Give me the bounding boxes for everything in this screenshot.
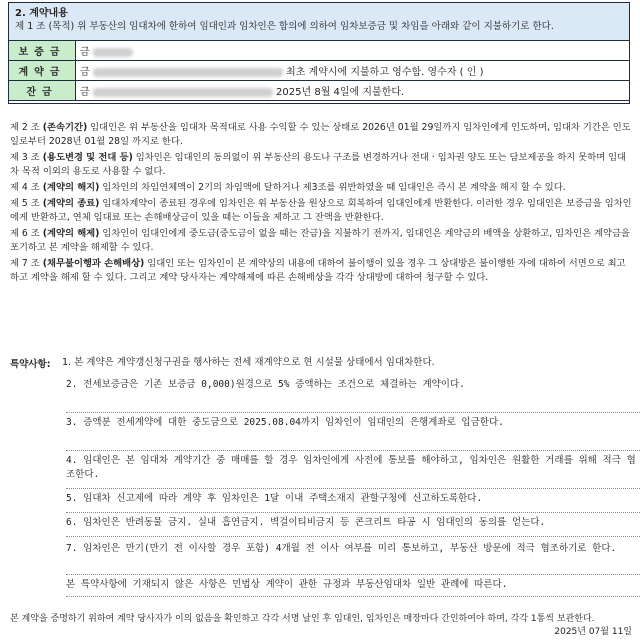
article-body: 임대인은 위 부동산을 임대차 목적대로 사용 수익할 수 있는 상태로 2026년 01월 29일까지 임차인에게 인도하며, 임대차 기간은 인도일로부터 2028년 01월 28일 까지로 한다. <box>10 122 631 147</box>
article-body: 임차인이 임대인에게 중도금(중도금이 없을 때는 잔금)을 지불하기 전까지, 임대인은 계약금의 배액을 상환하고, 임차인은 계약금을 포기하고 본 계약을 해제할 수 있다. <box>10 228 630 253</box>
redacted-amount <box>93 68 283 77</box>
article-6 <box>10 227 632 255</box>
payment-row-balance <box>9 81 630 101</box>
payment-prefix: 금 <box>80 67 90 78</box>
payment-table <box>8 40 630 101</box>
special-item-7[interactable]: 7. 임차인은 만기(만기 전 이사할 경우 포함) 4개월 전 이사 여부를 미리 통보하고, 부동산 방문에 적극 협조하기로 한다. <box>66 542 640 575</box>
article-num: 제 6 조 <box>10 228 40 239</box>
payment-label: 잔금 <box>9 81 76 101</box>
article-1-purpose: 제 1 조 (목적) 위 부동산의 임대차에 한하여 임대인과 임차인은 합의에 의하여 임차보증금 및 차임을 아래와 같이 지불하기로 한다. <box>15 21 554 32</box>
articles <box>10 121 632 287</box>
payment-value[interactable] <box>76 81 630 101</box>
article-4 <box>10 181 632 195</box>
special-item-5[interactable]: 5. 임대차 신고제에 따라 계약 후 임차인은 1달 이내 주택소재지 관할구청에 신고하도록한다. <box>66 492 640 513</box>
special-item-4[interactable]: 4. 임대인은 본 임대차 계약기간 중 매매를 할 경우 임차인에게 사전에 통보를 해야하고, 임차인은 원활한 거래를 위해 적극 협조한다. <box>66 454 640 489</box>
article-body: 임대인 또는 임차인이 본 계약상의 내용에 대하여 불이행이 있을 경우 그 상대방은 불이행한 자에 대하여 서면으로 최고하고 계약을 해제 할 수 있다. 그리고 계약 당사자는 계약해제에 따른 손해배상을 각각 상대방에 대하여 청구할 수 있다. <box>10 258 626 283</box>
article-7 <box>10 257 632 285</box>
article-title: (존속기간) <box>42 122 88 133</box>
article-num: 제 2 조 <box>10 122 40 133</box>
article-title: (채무불이행과 손해배상) <box>42 258 145 269</box>
article-2 <box>10 121 632 149</box>
contract-footer <box>10 613 632 637</box>
payment-prefix: 금 <box>80 47 90 58</box>
article-body: 임차인의 차임연체액이 2기의 차임액에 달하거나 제3조를 위반하였을 때 임대인은 즉시 본 계약을 해지 할 수 있다. <box>102 182 566 193</box>
special-item-8[interactable]: 본 특약사항에 기재되지 않은 사항은 민법상 계약이 관한 규정과 부동산임대차 일반 관례에 따른다. <box>66 578 640 597</box>
article-title: (용도변경 및 전대 등) <box>42 152 133 163</box>
article-title: (계약의 종료) <box>42 198 100 209</box>
section-header <box>9 3 629 41</box>
article-num: 제 3 조 <box>10 152 40 163</box>
payment-value[interactable] <box>76 41 630 61</box>
payment-label: 보증금 <box>9 41 76 61</box>
footer-date: 2025년 07월 11일 <box>554 627 632 637</box>
article-5 <box>10 197 632 225</box>
payment-text: 최초 계약시에 지불하고 영수함. 영수자 ( 인 ) <box>286 67 484 78</box>
payment-row-down <box>9 61 630 81</box>
payment-row-deposit <box>9 41 630 61</box>
redacted-amount <box>93 48 133 57</box>
section-title: 2. 계약내용 <box>15 8 68 19</box>
article-body: 임차인은 임대인의 동의없이 위 부동산의 용도나 구조를 변경하거나 전대 · 임차권 양도 또는 담보제공을 하지 못하며 임대차 목적 이외의 용도로 사용할 수 없다. <box>10 152 627 177</box>
special-terms-label: 특약사항: <box>10 359 51 370</box>
article-title: (계약의 해제) <box>42 228 100 239</box>
article-num: 제 7 조 <box>10 258 40 269</box>
payment-prefix: 금 <box>80 87 90 98</box>
payment-label: 계약금 <box>9 61 76 81</box>
special-item-3[interactable]: 3. 증액분 전세계약에 대한 중도금으로 2025.08.04까지 임차인이 임대인의 은행계좌로 입금한다. <box>66 416 640 451</box>
payment-value[interactable] <box>76 61 630 81</box>
redacted-amount <box>93 88 273 97</box>
article-num: 제 4 조 <box>10 182 40 193</box>
footer-text: 본 계약을 증명하기 위하여 계약 당사자가 이의 없음을 확인하고 각각 서명 날인 후 임대인, 임차인은 매장마다 간인하여야 하며, 각각 1통씩 보관한다. <box>10 614 595 624</box>
special-item-2[interactable]: 2. 전세보증금은 기존 보증금 0,000)원경으로 5% 증액하는 조건으로 체결하는 계약이다. <box>66 378 640 413</box>
article-num: 제 5 조 <box>10 198 40 209</box>
article-body: 임대차계약이 종료된 경우에 임차인은 위 부동산을 원상으로 회복하여 임대인에게 반환한다. 이러한 경우 임대인은 보증금을 임차인에게 반환하고, 연체 임대료 또는 손해배상금이 있을 때는 이들을 제하고 그 잔액을 반환한다. <box>10 198 632 223</box>
article-title: (계약의 해지) <box>42 182 100 193</box>
article-3 <box>10 151 632 179</box>
special-item-6[interactable]: 6. 임차인은 반려동물 금지. 실내 흡연금지. 벽걸이티비금지 등 콘크리트 타공 시 임대인의 동의를 얻는다. <box>66 516 640 537</box>
special-item-1[interactable]: 1. 본 계약은 계약갱신청구권을 행사하는 전세 재계약으로 현 시설물 상태에서 임대차한다. <box>62 357 435 368</box>
payment-text: 2025년 8월 4일에 지불한다. <box>276 87 405 98</box>
